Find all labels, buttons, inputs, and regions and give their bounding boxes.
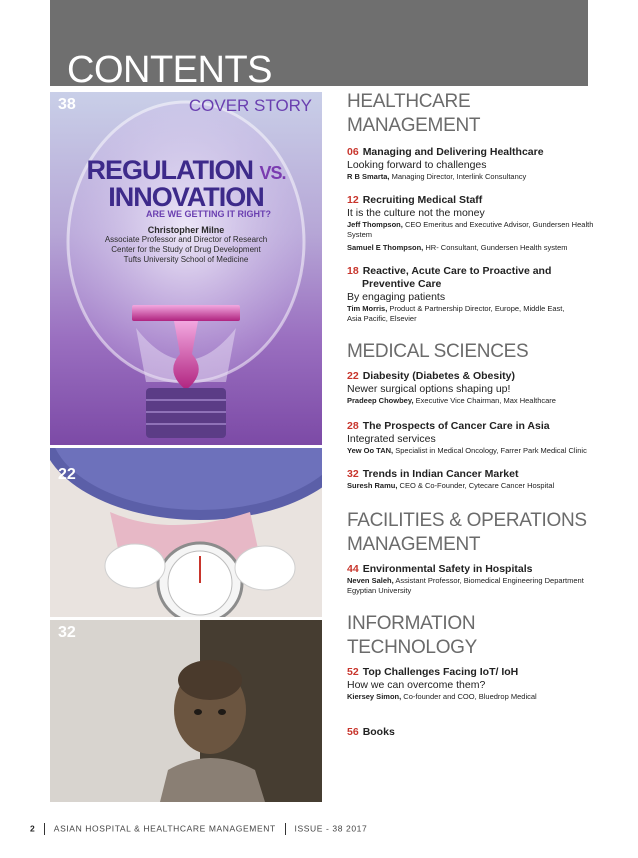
cover-headline-part-2: INNOVATION — [108, 182, 264, 212]
article-title: Managing and Delivering Healthcare — [362, 146, 544, 158]
cover-person-role: Tufts University School of Medicine — [123, 255, 249, 264]
article-author — [347, 396, 597, 406]
child-portrait-photo — [50, 620, 322, 802]
article-subtitle: By engaging patients — [347, 291, 446, 303]
article-entry[interactable] — [347, 265, 597, 324]
author-name: Samuel E Thompson, — [347, 243, 424, 252]
section-facilities-operations — [347, 509, 597, 596]
author-name: Kiersey Simon, — [347, 692, 402, 701]
article-title: Top Challenges Facing IoT/ IoH — [362, 666, 519, 678]
section-information-technology — [347, 612, 597, 739]
cover-byline — [50, 225, 322, 265]
author-name: Jeff Thompson, — [347, 220, 403, 229]
footer-publication: ASIAN HOSPITAL & HEALTHCARE MANAGEMENT — [53, 823, 276, 834]
author-role: CEO Emeritus and Executive Advisor, Gundersen Health System — [347, 220, 594, 239]
article-author — [347, 576, 597, 586]
article-entry[interactable] — [347, 563, 597, 596]
article-page-number: 44 — [347, 563, 359, 575]
footer-divider — [285, 823, 286, 835]
author-name: R B Smarta, — [347, 172, 390, 181]
cover-headline-part-1: REGULATION — [86, 155, 253, 185]
cancer-market-panel[interactable] — [50, 620, 322, 802]
section-medical-sciences — [347, 340, 597, 491]
article-page-number: 22 — [347, 370, 359, 382]
section-heading: MANAGEMENT — [347, 115, 481, 136]
section-healthcare-management — [347, 90, 597, 324]
page-title: CONTENTS — [67, 49, 272, 91]
section-heading: TECHNOLOGY — [347, 637, 478, 658]
article-author — [347, 172, 597, 182]
article-title: Reactive, Acute Care to Proactive and — [362, 265, 552, 277]
author-role: Managing Director, Interlink Consultancy — [391, 172, 527, 181]
author-name: Neven Saleh, — [347, 576, 394, 585]
author-name: Tim Morris, — [347, 304, 388, 313]
cover-story-panel[interactable] — [50, 92, 322, 445]
author-role-continued: Asia Pacific, Elsevier — [347, 314, 417, 323]
article-entry[interactable] — [347, 420, 597, 456]
author-role: CEO & Co-Founder, Cytecare Cancer Hospital — [399, 481, 555, 490]
article-entry[interactable] — [347, 468, 597, 491]
author-role-continued: Egyptian University — [347, 586, 412, 595]
author-role: Executive Vice Chairman, Max Healthcare — [415, 396, 556, 405]
article-page-number: 52 — [347, 666, 359, 678]
article-page-number: 18 — [347, 265, 359, 277]
article-author — [347, 220, 597, 240]
cover-person-role: Center for the Study of Drug Development — [111, 245, 261, 254]
author-role: Assistant Professor, Biomedical Engineering Department — [395, 576, 584, 585]
article-title: Recruiting Medical Staff — [362, 194, 483, 206]
panel-page-number: 32 — [58, 624, 76, 641]
article-subtitle: It is the culture not the money — [347, 207, 485, 219]
section-heading: MANAGEMENT — [347, 534, 481, 555]
article-subtitle: How we can overcome them? — [347, 679, 486, 691]
panel-page-number: 22 — [58, 466, 76, 483]
article-author — [347, 243, 597, 253]
article-page-number: 56 — [347, 726, 359, 738]
section-heading: FACILITIES & OPERATIONS — [347, 510, 587, 531]
article-page-number: 32 — [347, 468, 359, 480]
lightbulb-illustration — [50, 92, 322, 445]
article-entry[interactable] — [347, 666, 597, 702]
author-role: Product & Partnership Director, Europe, Middle East, — [389, 304, 565, 313]
article-entry[interactable] — [347, 146, 597, 182]
cover-headline — [50, 155, 322, 212]
contents-list — [347, 90, 597, 739]
article-title: Environmental Safety in Hospitals — [362, 563, 533, 575]
article-entry[interactable] — [347, 370, 597, 406]
author-name: Yew Oo TAN, — [347, 446, 394, 455]
author-name: Pradeep Chowbey, — [347, 396, 414, 405]
article-title: Diabesity (Diabetes & Obesity) — [362, 370, 515, 382]
article-author — [347, 446, 597, 456]
page-footer — [30, 823, 367, 835]
diabesity-panel[interactable] — [50, 448, 322, 617]
section-heading: INFORMATION — [347, 613, 476, 634]
author-name: Suresh Ramu, — [347, 481, 398, 490]
cover-person-role: Associate Professor and Director of Research — [104, 235, 268, 244]
footer-divider — [44, 823, 45, 835]
article-author — [347, 304, 597, 314]
article-author — [347, 692, 597, 702]
footer-page-number: 2 — [30, 823, 36, 834]
section-heading: HEALTHCARE — [347, 91, 471, 112]
article-title: Books — [362, 726, 395, 738]
article-subtitle: Integrated services — [347, 433, 436, 445]
article-title: Trends in Indian Cancer Market — [362, 468, 519, 480]
article-subtitle: Looking forward to challenges — [347, 159, 487, 171]
article-page-number: 06 — [347, 146, 359, 158]
article-title-continued: Preventive Care — [362, 278, 442, 290]
author-role: Specialist in Medical Oncology, Farrer Park Medical Clinic — [395, 446, 587, 455]
article-entry[interactable] — [347, 194, 597, 253]
cover-story-label: COVER STORY — [188, 96, 312, 115]
article-page-number: 28 — [347, 420, 359, 432]
author-role: Co-founder and COO, Bluedrop Medical — [403, 692, 537, 701]
article-subtitle: Newer surgical options shaping up! — [347, 383, 511, 395]
cover-subtitle: ARE WE GETTING IT RIGHT? — [146, 209, 271, 219]
panel-page-number: 38 — [58, 96, 76, 113]
article-page-number: 12 — [347, 194, 359, 206]
article-title: The Prospects of Cancer Care in Asia — [362, 420, 550, 432]
article-author — [347, 481, 597, 491]
article-entry[interactable] — [347, 726, 597, 739]
author-role: HR- Consultant, Gundersen Health system — [425, 243, 568, 252]
weighing-scale-illustration — [50, 448, 322, 617]
section-heading: MEDICAL SCIENCES — [347, 341, 529, 362]
cover-headline-vs: VS. — [259, 163, 286, 183]
cover-person-name: Christopher Milne — [147, 225, 225, 235]
footer-issue: ISSUE - 38 2017 — [294, 823, 368, 834]
